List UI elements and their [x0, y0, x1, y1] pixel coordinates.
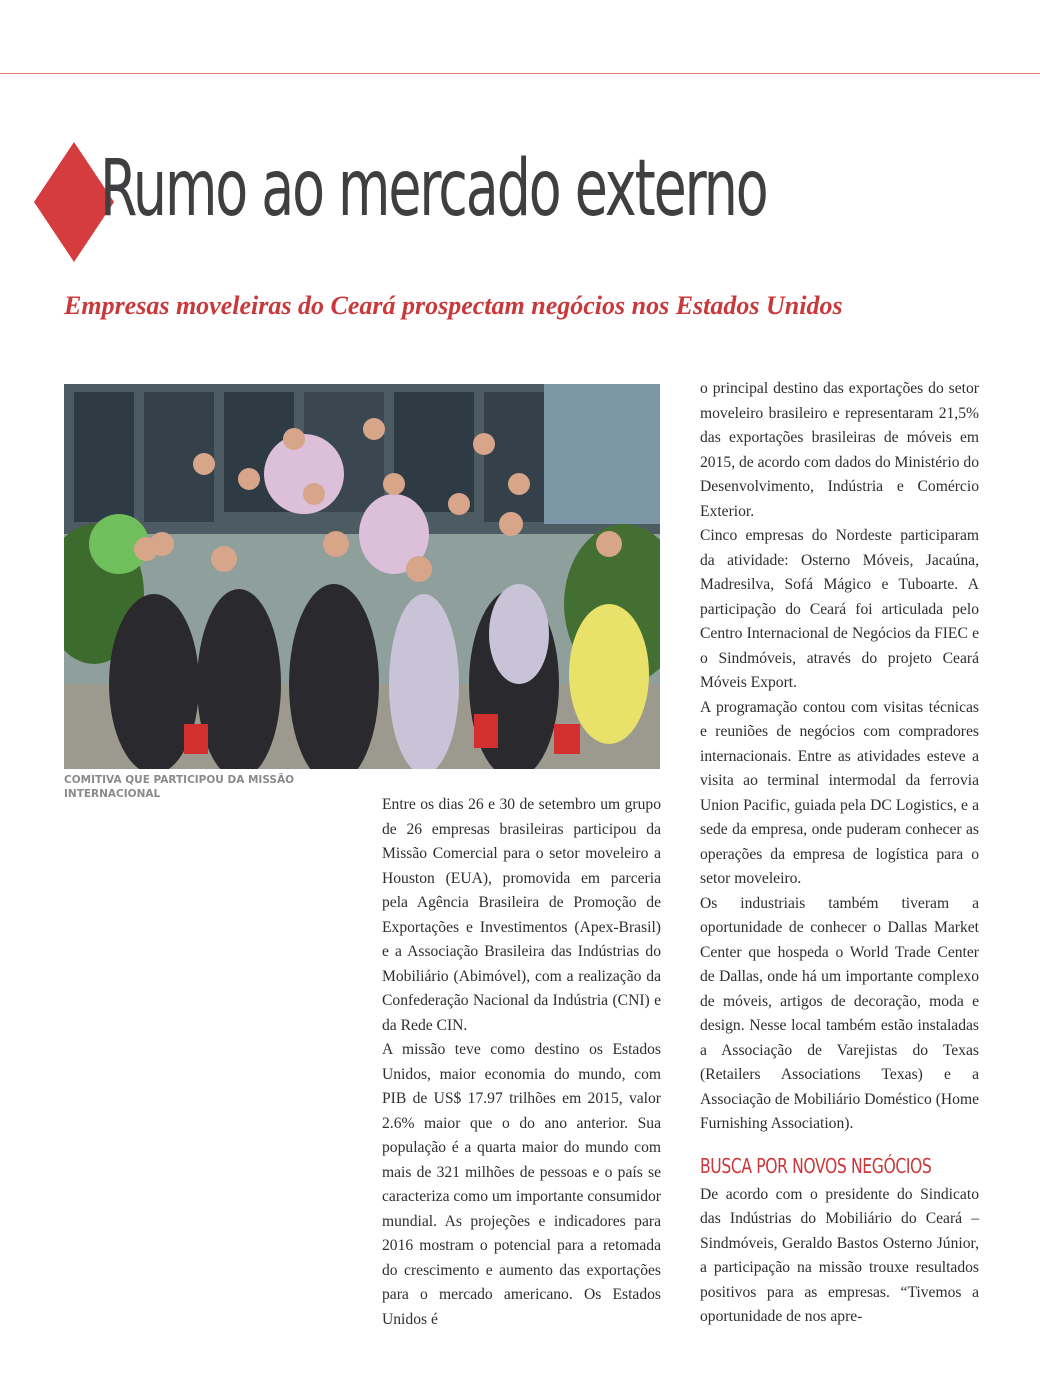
article-title: Rumo ao mercado externo	[100, 144, 767, 234]
paragraph: De acordo com o presidente do Sindicato das Indústrias do Mobiliário do Ceará – Sindmóveis, Geraldo Bastos Osterno Júnior, a participação na missão trouxe resultados positivos para as empresas. “Tivemos a oportunidade de nos apre-	[700, 1185, 979, 1325]
top-rule	[0, 73, 1040, 74]
paragraph: Os industriais também tiveram a oportunidade de conhecer o Dallas Market Center que hospeda o World Trade Center de Dallas, onde há um importante complexo de móveis, artigos de decoração, moda e design. Nesse local também estão instaladas a Associação de Varejistas do Texas (Retailers Associations Texas) e a Associação de Mobiliário Doméstico (Home Furnishing Association).	[700, 894, 979, 1132]
body-column-middle	[382, 793, 661, 1332]
paragraph: A missão teve como destino os Estados Unidos, maior economia do mundo, com PIB de US$ 17.97 trilhões em 2015, valor 2.6% maior que o do ano anterior. Sua população é a quarta maior do mundo com mais de 321 milhões de pessoas e o país se caracteriza como um importante consumidor mundial. As projeções e indicadores para 2016 mostram o potencial para a retomada do crescimento e aumento das exportações para o mercado americano. Os Estados Unidos é	[382, 1041, 661, 1328]
photo-caption: COMITIVA QUE PARTICIPOU DA MISSÃO INTERNACIONAL	[64, 774, 295, 800]
paragraph: A programação contou com visitas técnicas e reuniões de negócios com compradores internacionais. Entre as atividades esteve a visita ao terminal intermodal da ferrovia Union Pacific, guiada pela DC Logistics, e a sede da empresa, onde puderam conhecer as operações da empresa de logística para o setor moveleiro.	[700, 698, 979, 887]
paragraph: Entre os dias 26 e 30 de setembro um grupo de 26 empresas brasileiras participou da Missão Comercial para o setor moveleiro a Houston (EUA), promovida em parceria pela Agência Brasileira de Promoção de Exportações e Investimentos (Apex-Brasil) e a Associação Brasileira das Indústrias do Mobiliário (Abimóvel), com a realização da Confederação Nacional da Indústria (CNI) e da Rede CIN.	[382, 796, 661, 1034]
body-column-right	[700, 377, 979, 1330]
section-heading: BUSCA POR NOVOS NEGÓCIOS	[700, 1153, 932, 1178]
article-subtitle: Empresas moveleiras do Ceará prospectam negócios nos Estados Unidos	[64, 291, 843, 320]
paragraph: o principal destino das exportações do setor moveleiro brasileiro e representaram 21,5% das exportações brasileiras de móveis em 2015, de acordo com dados do Ministério do Desenvolvimento, Indústria e Comércio Exterior.	[700, 380, 979, 520]
paragraph: Cinco empresas do Nordeste participaram da atividade: Osterno Móveis, Jacaúna, Madresilva, Sofá Mágico e Tuboarte. A participação do Ceará foi articulada pelo Centro Internacional de Negócios da FIEC e o Sindmóveis, através do projeto Ceará Móveis Export.	[700, 527, 979, 691]
group-photo	[64, 384, 660, 769]
